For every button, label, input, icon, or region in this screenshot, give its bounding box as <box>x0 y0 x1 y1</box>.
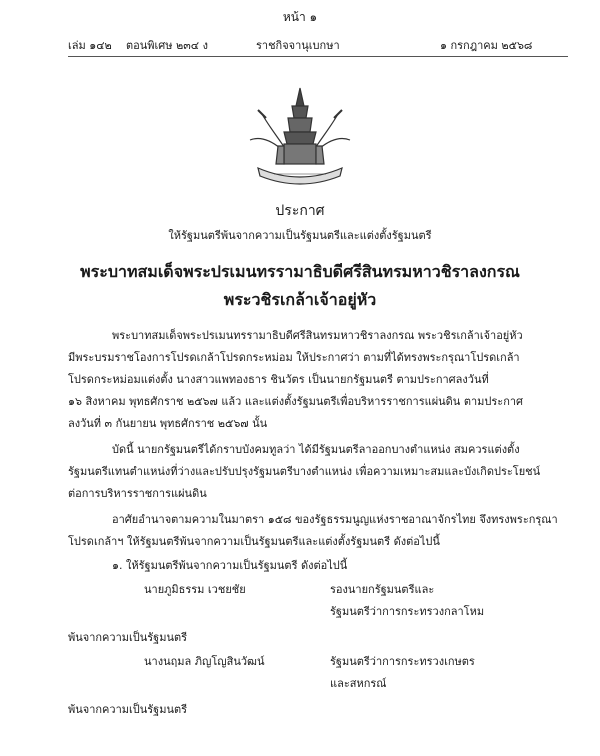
paragraph-line: โปรดกระหม่อมแต่งตั้ง นางสาวแพทองธาร ชินวัตร เป็นนายกรัฐมนตรี ตามประกาศลงวันที่ <box>68 373 489 386</box>
paragraph-line: มีพระบรมราชโองการโปรดเกล้าโปรดกระหม่อม ให้ประกาศว่า ตามที่ได้ทรงพระกรุณาโปรดเกล้า <box>68 351 520 364</box>
king-title-line1: พระบาทสมเด็จพระปรเมนทรรามาธิบดีศรีสินทรมหาวชิราลงกรณ <box>80 262 520 281</box>
page-number: หน้า ๑ <box>282 10 318 24</box>
header-divider <box>68 56 568 57</box>
removal-note: พ้นจากความเป็นรัฐมนตรี <box>68 703 188 716</box>
minister-name: นายภูมิธรรม เวชยชัย <box>144 583 246 596</box>
gazette-name: ราชกิจจานุเบกษา <box>256 39 340 52</box>
minister-position: และสหกรณ์ <box>330 677 387 690</box>
minister-position: รัฐมนตรีว่าการกระทรวงเกษตร <box>330 655 475 668</box>
announcement-subtitle: ให้รัฐมนตรีพ้นจากความเป็นรัฐมนตรีและแต่งตั้งรัฐมนตรี <box>168 229 432 242</box>
king-title-line2: พระวชิรเกล้าเจ้าอยู่หัว <box>223 290 377 309</box>
minister-position: รัฐมนตรีว่าการกระทรวงกลาโหม <box>330 605 485 618</box>
publication-date: ๑ กรกฎาคม ๒๕๖๘ <box>440 39 533 52</box>
royal-emblem-icon <box>240 84 360 188</box>
paragraph-line: ต่อการบริหารราชการแผ่นดิน <box>68 487 207 500</box>
paragraph-line: บัดนี้ นายกรัฐมนตรีได้กราบบังคมทูลว่า ได้มีรัฐมนตรีลาออกบางตำแหน่ง สมควรแต่งตั้ง <box>112 443 520 456</box>
paragraph-line: ๑๖ สิงหาคม พุทธศักราช ๒๕๖๗ แล้ว และแต่งตั้งรัฐมนตรีเพื่อบริหารราชการแผ่นดิน ตามประกาศ <box>68 395 524 408</box>
minister-name: นางนฤมล ภิญโญสินวัฒน์ <box>144 655 265 668</box>
paragraph-line: โปรดเกล้าฯ ให้รัฐมนตรีพ้นจากความเป็นรัฐมนตรีและแต่งตั้งรัฐมนตรี ดังต่อไปนี้ <box>68 535 440 548</box>
paragraph-line: อาศัยอำนาจตามความในมาตรา ๑๕๘ ของรัฐธรรมนูญแห่งราชอาณาจักรไทย จึงทรงพระกรุณา <box>112 513 558 526</box>
volume-number: เล่ม ๑๔๒ <box>68 39 112 52</box>
item-heading: ๑. ให้รัฐมนตรีพ้นจากความเป็นรัฐมนตรี ดังต่อไปนี้ <box>112 559 348 572</box>
removal-note: พ้นจากความเป็นรัฐมนตรี <box>68 631 188 644</box>
paragraph-line: รัฐมนตรีแทนตำแหน่งที่ว่างและปรับปรุงรัฐมนตรีบางตำแหน่ง เพื่อความเหมาะสมและบังเกิดประโยชน์ <box>68 465 541 478</box>
section-number: ตอนพิเศษ ๒๓๔ ง <box>126 39 208 52</box>
paragraph-line: พระบาทสมเด็จพระปรเมนทรรามาธิบดีศรีสินทรมหาวชิราลงกรณ พระวชิรเกล้าเจ้าอยู่หัว <box>112 329 523 342</box>
paragraph-line: ลงวันที่ ๓ กันยายน พุทธศักราช ๒๕๖๗ นั้น <box>68 417 268 430</box>
announcement-title: ประกาศ <box>275 203 325 219</box>
minister-position: รองนายกรัฐมนตรีและ <box>330 583 435 596</box>
